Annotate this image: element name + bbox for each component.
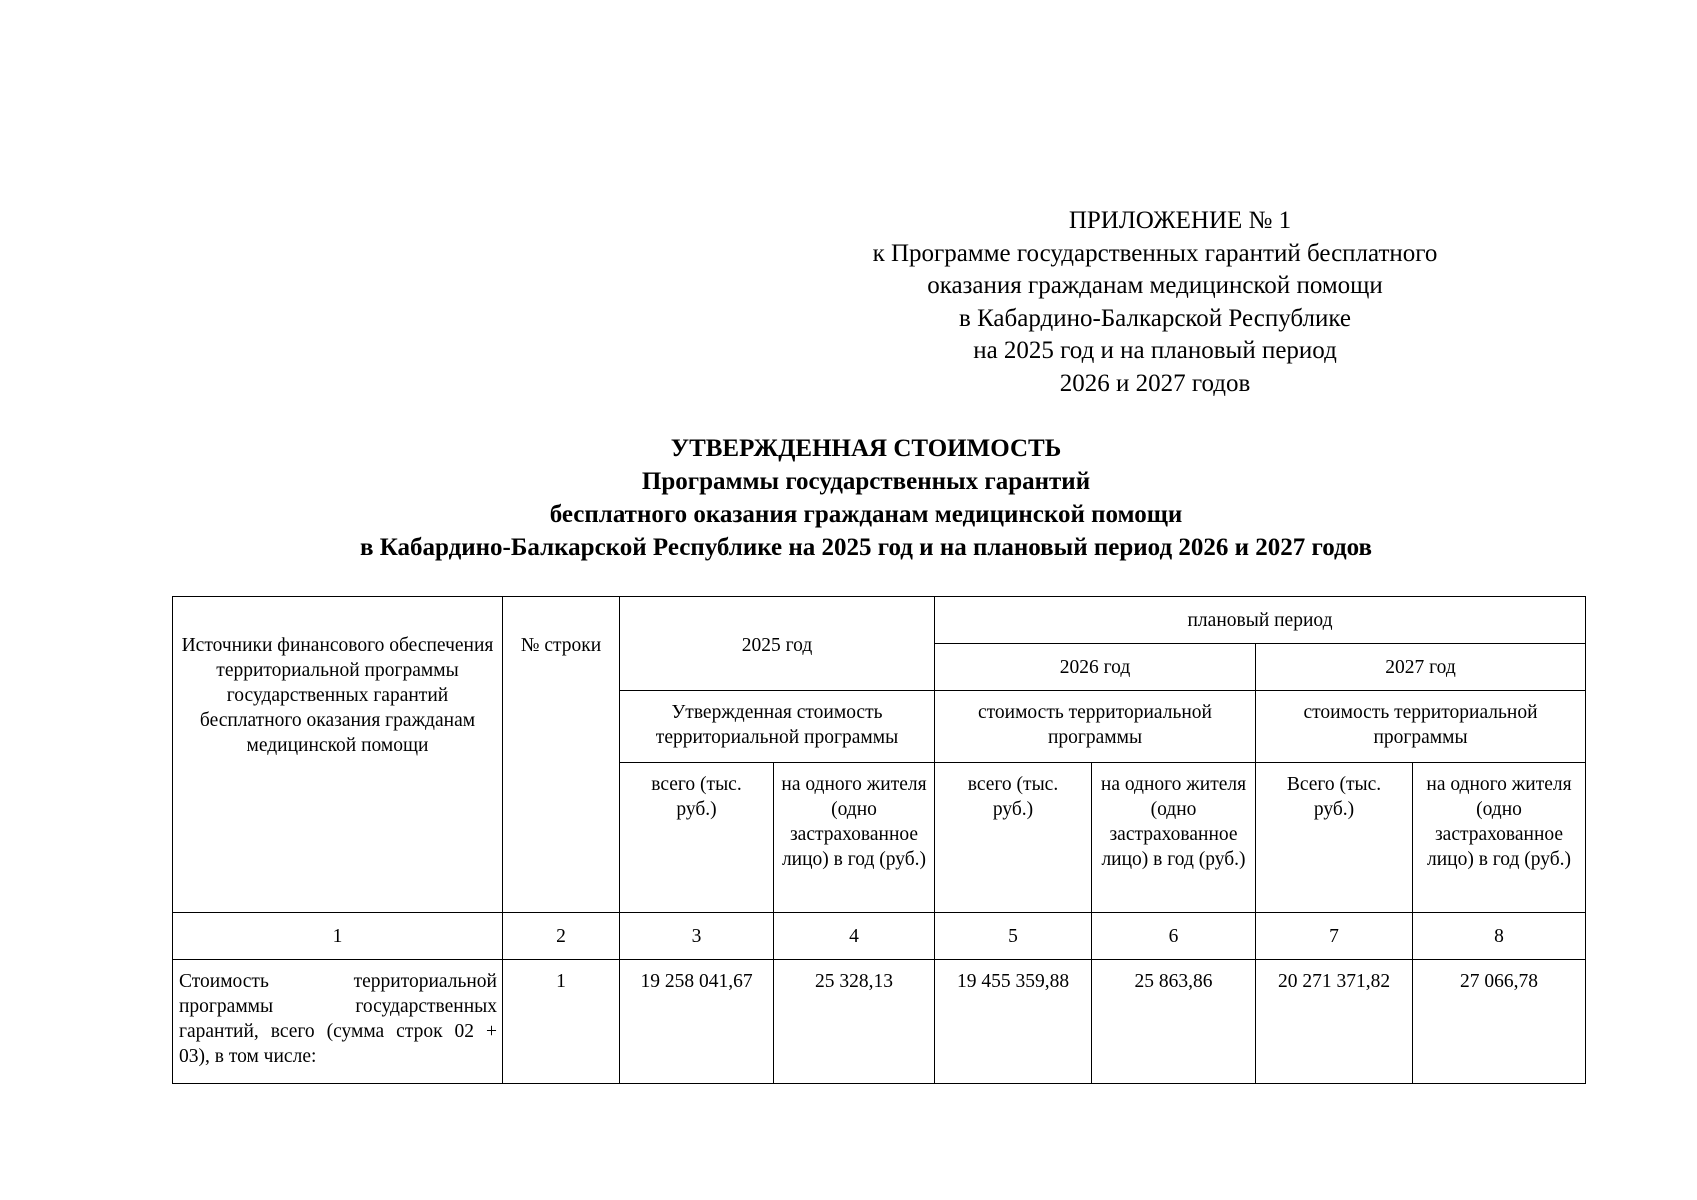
header-total-2027: Всего (тыс. руб.) xyxy=(1256,763,1413,913)
row-total-2027: 20 271 371,82 xyxy=(1256,960,1413,1084)
header-year-2025: 2025 год xyxy=(620,597,935,691)
header-cost-2026: стоимость территориальной программы xyxy=(935,691,1256,763)
header-approved-cost: Утвержденная стоимость территориальной программы xyxy=(620,691,935,763)
header-per-capita-2026: на одного жителя (одно застрахованное лицо) в год (руб.) xyxy=(1092,763,1256,913)
column-number-2: 2 xyxy=(503,913,620,960)
document-title xyxy=(170,432,1562,564)
row-total-2026: 19 455 359,88 xyxy=(935,960,1092,1084)
column-number-row xyxy=(173,913,1586,960)
annex-line-period: на 2025 год и на плановый период xyxy=(973,337,1337,364)
header-year-2026: 2026 год xyxy=(935,644,1256,691)
annex-header xyxy=(840,205,1470,400)
header-total-2026: всего (тыс. руб.) xyxy=(935,763,1092,913)
annex-line-program: к Программе государственных гарантий бесплатного xyxy=(872,239,1438,267)
title-line-1: УТВЕРЖДЕННАЯ СТОИМОСТЬ xyxy=(670,435,1062,462)
header-year-2027: 2027 год xyxy=(1256,644,1586,691)
table-row xyxy=(173,960,1586,1084)
row-total-2025: 19 258 041,67 xyxy=(620,960,774,1084)
column-number-1: 1 xyxy=(173,913,503,960)
cost-table xyxy=(172,596,1586,1084)
row-source: Стоимость территориальной программы государственных гарантий, всего (сумма строк 02 + 03), в том числе: xyxy=(173,960,503,1084)
header-sources: Источники финансового обеспечения территориальной программы государственных гарантий бесплатного оказания гражданам медицинской помощи xyxy=(173,597,503,913)
annex-line-provision: оказания гражданам медицинской помощи xyxy=(927,272,1383,299)
header-cost-2027: стоимость территориальной программы xyxy=(1256,691,1586,763)
annex-line-region: в Кабардино-Балкарской Республике xyxy=(959,304,1351,332)
column-number-6: 6 xyxy=(1092,913,1256,960)
header-planned-period: плановый период xyxy=(935,597,1586,644)
row-per-capita-2025: 25 328,13 xyxy=(774,960,935,1084)
column-number-4: 4 xyxy=(774,913,935,960)
header-per-capita-2027: на одного жителя (одно застрахованное лицо) в год (руб.) xyxy=(1413,763,1586,913)
column-number-5: 5 xyxy=(935,913,1092,960)
title-line-2: Программы государственных гарантий xyxy=(641,468,1091,495)
column-number-3: 3 xyxy=(620,913,774,960)
annex-number: ПРИЛОЖЕНИЕ № 1 xyxy=(1068,207,1292,234)
title-line-3: бесплатного оказания гражданам медицинской помощи xyxy=(549,501,1183,528)
row-per-capita-2027: 27 066,78 xyxy=(1413,960,1586,1084)
annex-line-years: 2026 и 2027 годов xyxy=(1059,369,1251,397)
row-number: 1 xyxy=(503,960,620,1084)
header-row-number: № строки xyxy=(503,597,620,913)
column-number-7: 7 xyxy=(1256,913,1413,960)
row-per-capita-2026: 25 863,86 xyxy=(1092,960,1256,1084)
header-per-capita-2025: на одного жителя (одно застрахованное лицо) в год (руб.) xyxy=(774,763,935,913)
column-number-8: 8 xyxy=(1413,913,1586,960)
header-total-2025: всего (тыс. руб.) xyxy=(620,763,774,913)
title-line-4: в Кабардино-Балкарской Республике на 2025 год и на плановый период 2026 и 2027 годов xyxy=(359,534,1373,561)
